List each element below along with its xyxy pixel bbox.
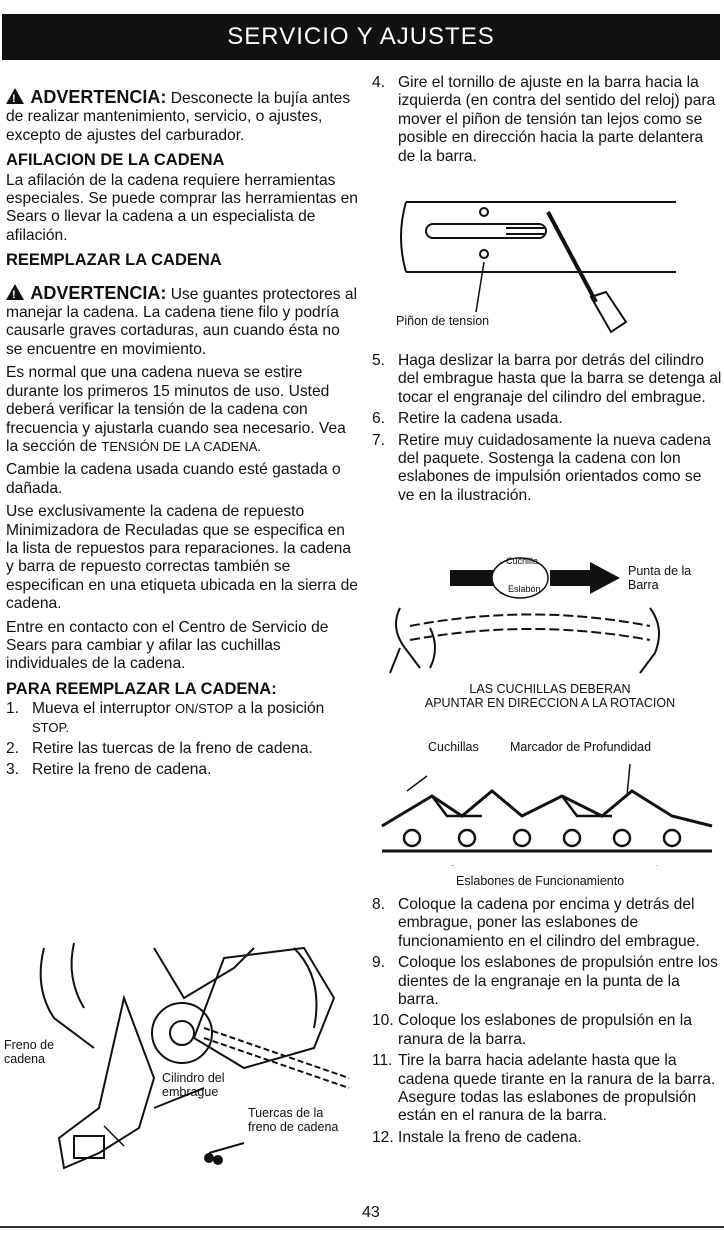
section-title: SERVICIO Y AJUSTES	[227, 23, 495, 50]
page-number: 43	[362, 1204, 380, 1221]
steps-right-3	[372, 896, 722, 1147]
heading-afilacion: AFILACION DE LA CADENA	[6, 151, 225, 170]
para-repuesto: Use exclusivamente la cadena de repuesto Minimizadora de Reculadas que se especifica en la lista de repuestos para reparaciones. la cadena y barra de repuesto correctas también se especifican en una etiqueta ubicada en la sierra de cadena.	[6, 503, 358, 613]
step-2	[6, 740, 358, 758]
step-5	[372, 352, 722, 407]
label-cuchilla: Cuchilla	[506, 556, 539, 566]
step-text: Retire la cadena usada.	[398, 410, 563, 428]
step-number: 4.	[372, 74, 386, 91]
step-number: 3.	[6, 761, 20, 779]
label-pinon: Piñon de tension	[396, 314, 490, 328]
left-column	[6, 88, 358, 783]
step-text: Coloque los eslabones de propulsión entre los dientes de la engranaje en la punta de la barra.	[398, 954, 718, 1009]
steps-right-1	[372, 74, 722, 166]
warning-2	[6, 284, 358, 360]
step-1	[6, 700, 358, 737]
step-number: 8.	[372, 896, 386, 913]
warning-1-text: Desconecte la bujía antes de realizar mantenimiento, servicio, o ajustes, excepto de ajustes del carburador.	[6, 90, 351, 144]
warning-2-text: Use guantes protectores al manejar la cadena. La cadena tiene filo y podría causarle graves cortaduras, aun cuando ésta no se encuentre en movimiento.	[6, 285, 358, 358]
step-text: Gire el tornillo de ajuste en la barra hacia la izquierda (en contra del sentido del reloj) para mover el piñon de tensión tan lejos como se posible en dirección hacia la parte delantera de la barra.	[398, 74, 716, 165]
step-number: 9.	[372, 954, 386, 972]
step-number: 12.	[372, 1128, 394, 1146]
para-sears: Entre en contacto con el Centro de Servicio de Sears para cambiar y afilar las cuchillas individuales de la cadena.	[6, 618, 329, 673]
step-4	[372, 74, 722, 166]
warning-1-title: ADVERTENCIA:	[30, 87, 167, 107]
caption-cuchillas: LAS CUCHILLAS DEBERAN	[469, 682, 631, 696]
step-text: Retire muy cuidadosamente la nueva cadena del paquete. Sostenga la cadena con lon eslabones de impulsión orientados como se ve en la ilustración.	[398, 431, 711, 504]
warning-2-title: ADVERTENCIA:	[30, 282, 167, 303]
chain-parts-illustration	[372, 756, 722, 866]
step-text: Mueva el interruptor	[32, 700, 171, 718]
step-text: Coloque la cadena por encima y detrás del embrague, poner las eslabones de funcionamiento en el cilindro del embrague.	[398, 896, 700, 950]
heading-reemplazar: REEMPLAZAR LA CADENA	[6, 251, 222, 270]
para-estiramiento	[6, 364, 358, 456]
step-11	[372, 1052, 722, 1126]
label-cilindro: Cilindro del embrague	[162, 1071, 225, 1099]
label-marcador: Marcador de Profundidad	[510, 740, 652, 754]
step-number: 1.	[6, 700, 20, 718]
chain-orientation-figure	[380, 548, 720, 718]
step-12	[372, 1129, 722, 1147]
steps-right-2	[372, 352, 722, 505]
step-10	[372, 1012, 722, 1049]
step-6	[372, 410, 722, 428]
right-steps-5-7	[372, 352, 722, 508]
para-estiramiento-text: Es normal que una cadena nueva se estire durante los primeros 15 minutos de uso. Usted deberá verificar la tensión de la cadena con frecuencia y ajustarla cuando sea necesario. Vea la sección de	[6, 364, 346, 455]
step-text: Retire la freno de cadena.	[32, 761, 212, 779]
step-number: 10.	[372, 1012, 394, 1030]
warning-1	[6, 88, 358, 145]
steps-left	[6, 700, 358, 780]
step-8	[372, 896, 722, 951]
caption-direccion: APUNTAR EN DIRECCION A LA ROTACION	[424, 696, 676, 710]
bottom-divider	[0, 1226, 724, 1228]
chain-brake-figure	[4, 938, 356, 1188]
step-text: Instale la freno de cadena.	[398, 1128, 582, 1146]
step-7	[372, 432, 722, 506]
step-number: 5.	[372, 352, 386, 369]
step-text: Retire las tuercas de la freno de cadena.	[32, 740, 313, 757]
step-number: 2.	[6, 740, 20, 757]
step-number: 7.	[372, 431, 386, 449]
step-text: Haga deslizar la barra por detrás del cilindro del embrague hasta que la barra se detenga al tocar el engranaje del cilindro del embrague.	[398, 352, 722, 406]
tension-pinion-figure	[396, 192, 696, 342]
right-steps-8-12	[372, 896, 722, 1150]
label-eslabon: Eslabón	[508, 584, 541, 594]
para-afilacion: La afilación de la cadena requiere herramientas especiales. Se puede comprar las herramientas en Sears o llevar la cadena a un especialista de afilación.	[6, 171, 358, 244]
right-column	[372, 74, 722, 169]
warning-icon	[6, 284, 24, 300]
chain-parts-figure	[372, 738, 722, 890]
step-text-2: a la posición	[237, 700, 325, 718]
step-9	[372, 954, 722, 1009]
warning-icon	[6, 88, 24, 104]
switch-on-stop: ON/STOP	[175, 701, 234, 717]
step-3	[6, 761, 358, 779]
section-header	[2, 14, 720, 60]
step-text: Tire la barra hacia adelante hasta que la cadena quede tirante en la ranura de la barra. Asegure todas las eslabones de propulsión están en el ranura de la barra.	[398, 1052, 716, 1125]
step-text: Coloque los eslabones de propulsión en la ranura de la barra.	[398, 1012, 692, 1048]
step-number: 11.	[372, 1052, 393, 1070]
label-tuercas: Tuercas de la freno de cadena	[248, 1106, 339, 1134]
label-freno: Freno de cadena	[4, 1038, 55, 1066]
heading-para-reemplazar: PARA REEMPLAZAR LA CADENA:	[6, 679, 277, 698]
step-number: 6.	[372, 410, 386, 428]
tension-ref: TENSIÓN DE LA CADENA.	[101, 438, 262, 454]
label-cuchillas: Cuchillas	[428, 740, 479, 754]
switch-stop: STOP.	[32, 719, 70, 735]
label-eslabones: Eslabones de Funcionamiento	[456, 874, 625, 888]
label-punta: Punta de la Barra	[628, 564, 692, 592]
para-cambie: Cambie la cadena usada cuando esté gastada o dañada.	[6, 461, 341, 497]
